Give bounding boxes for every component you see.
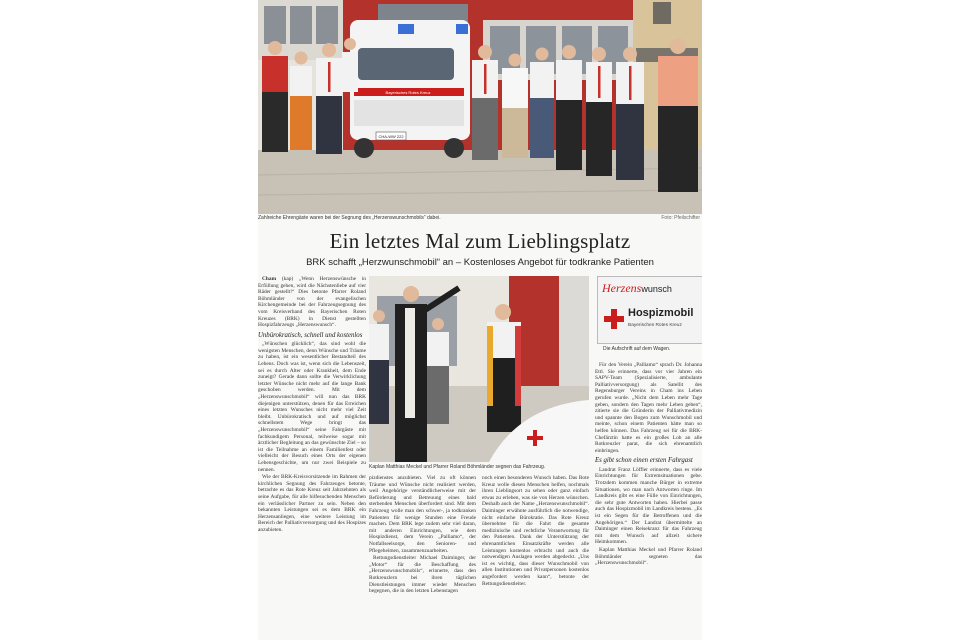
text-column-1 xyxy=(258,276,366,640)
photo-credit: Foto: Pfeilschifter xyxy=(661,215,700,221)
text-column-4 xyxy=(595,362,702,640)
blessing-photo-caption: Kaplan Matthias Meckel und Pfarrer Roland Böhmländer segnen das Fahrzeug. xyxy=(369,464,546,470)
van-lettering: Bayerisches Rotes Kreuz xyxy=(385,90,431,95)
group-photo-drawing xyxy=(258,0,702,214)
blessing-photo-drawing xyxy=(369,276,589,462)
col4-paragraph-1: Für den Verein „Palliamo“ sprach Dr. Johanna Ettl. Sie erinnerte, dass vor vier Jahren ein SAPV-Team (Spezialisierte, ambulante Palliativversorgung) als Satellit des Regensburger Vereins in Cham ins Leben gerufen wurde. „Nicht dem Leben mehr Tage geben, sondern den Tagen mehr Leben geben“, zitierte sie die Gründerin der Palliativmedizin und spannte den Bogen zum Wunschmobil und meinte, schon einem Patienten hätte man so helfen können. Das Fahrzeug sei für die BRK-Chefärztin hatte es ein großes Lob an alle Rotkreuzler parat, die sich ehrenamtlich einbringen. xyxy=(595,362,702,454)
col4-paragraph-2: Landrat Franz Löffler erinnerte, dass es viele Einrichtungen für Extremsituationen gebe. Trotzdem kommen manche Bürger in extreme Situationen, wo man nach Antworten ringe. Im Landkreis gibt es eine Fülle von Einrichtungen, die sehr gute Antworten haben. Hierbei passe auch das Hospizmobil im Landkreis bestens. „Es ist ein Segen für die Betroffenen und die Angehörigen.“ Der Landrat übermittelte an Daiminger einen Reisekranz für das Fahrzeug mit dem Wunsch auf allzeit sichere Heimkommen. xyxy=(595,466,702,546)
logo-brk: Bayerisches Rotes Kreuz xyxy=(628,323,682,328)
article-subheadline: BRK schafft „Herzwunschmobil“ an – Kostenloses Angebot für todkranke Patienten xyxy=(306,257,654,268)
blessing-photo xyxy=(369,276,589,462)
newspaper-page xyxy=(258,0,702,640)
license-plate: CHA-WW 222 xyxy=(378,134,404,139)
logo-script-word: Herzens xyxy=(602,281,642,295)
col2-paragraph-1: pizdienstes anzubieten. Viel zu oft können Träume und Wünsche nicht realisiert werden, weil Angehörige verständlicherweise mit der Beförderung und Betreuung eines bald sterbenden Menschen überfordert sind. Mit dem Fahrzeug wolle man den schwer-, ja todkranken Patienten für wenige Stunden eine Freude machen. Dem BRK lege zudem sehr viel daran, mit anderen Einrichtungen, wie dem Hospizdienst, dem Verein „Palliamo“, der Notfallseelsorge, den Senioren- und Pflegeheimen, zusammenzuarbeiten. xyxy=(369,475,476,554)
logo-hospizmobil: Hospizmobil xyxy=(628,307,694,319)
col2-paragraph-2: Rettungsdienstleiter Michael Daiminger, der „Motor“ für die Beschaffung des „Herzenswunschmobils“, erinnerte, dass den Rotkreuzlern bei ihren täglichen Dienstleistungen immer wieder Menschen begegnen, die in den letzten Lebenstagen xyxy=(369,555,476,595)
subheading-2: Es gibt schon einen ersten Fahrgast xyxy=(595,457,693,465)
col3-paragraph-1: noch einen besonderen Wunsch haben. Das Rote Kreuz wolle diesen Menschen helfen, nochmals ihren Lieblingsort zu sehen oder ganz einfach etwas zu erleben, was sie von Herzen wünschen. Deshalb auch der Name „Herzenswunschmobil“. Daiminger erwähnte ausführlich die notwendige, nicht einfache Bürokratie. Das Rote Kreuz übernehme für die Fahrt die gesamte medizinische und rechtliche Verantwortung für den Patienten. Dank der Unterstützung der ehrenamtlichen Einsatzkräfte werden alle Leistungen kostenlos erbracht und auch die notwendigen Auslagen werden abgedeckt. „Uns ist es wichtig, dass dieser Wunschmobil von allen Institutionen und Privatpersonen kostenlos angefordert werden kann“, betonte der Rettungsdienstleiter. xyxy=(482,475,589,587)
col1-paragraph-2: Wie der BRK-Kreisvorsitzende im Rahmen der kirchlichen Segnung des Fahrzeuges betonte, betrachte es das Rote Kreuz seit Jahrzehnten als seine Aufgabe, für alle hilfesuchenden Menschen ein verlässlicher Partner zu sein. Neben den bekannten Leistungen sei es dem BRK ein Herzensanliegen, eine weitere Leistung im Bereich der Palliativversorgung und des Hospizes anzubieten. xyxy=(258,474,366,533)
logo-caption: Die Aufschrift auf dem Wagen. xyxy=(603,346,671,352)
red-cross-icon xyxy=(604,309,624,329)
col4-paragraph-3: Kaplan Matthias Meckel und Pfarrer Roland Böhmländer segneten das „Herzenswunschmobil“. xyxy=(595,546,702,567)
col1-paragraph-1: „Wünschen glücklich“, das sind wohl die wenigsten Menschen, denn Wünsche und Träume zu haben, ist ein wesentlicher Bestandteil des Lebens. Doch was ist, wenn sich die Lebenszeit, sei es durch Alter oder Krankheit, dem Ende zuneigt? Gerade dann sollte die Verwirklichung letzter Wünsche nicht mehr auf die lange Bank geschoben werden. Mit dem „Herzenswunschmobil“ will nun das BRK diejenigen unterstützen, denen für das Erreichen eines letzten Wunsches nicht mehr viel Zeit bleibt. Unbürokratisch und auf möglichst schnellstem Wege bringt das „Herzenswunschmobil“ seine Fahrgäste mit fachkundigem Personal, teilweise sogar mit ärztlicher Begleitung an das gewünschte Ziel – so ist die Teilnahme an einem Familienfest oder vielleicht der Besuch eines Orts der eigenen Lebensgeschichte, um nur zwei Beispiele zu nennen. xyxy=(258,341,366,473)
article-headline: Ein letztes Mal zum Lieblingsplatz xyxy=(329,229,631,253)
top-photo-caption: Zahlreiche Ehrengäste waren bei der Segnung des „Herzenswunschmobils“ dabei. xyxy=(258,215,441,221)
logo-word: wunsch xyxy=(641,284,672,294)
text-column-2 xyxy=(369,475,476,640)
subheading-1: Unbürokratisch, schnell und kostenlos xyxy=(258,331,363,339)
hospizmobil-logo xyxy=(597,276,702,344)
text-column-3 xyxy=(482,475,589,640)
dateline: Cham xyxy=(262,276,277,282)
lead-paragraph: (kap) „Wenn Herzenswünsche in Erfüllung gehen, wird die Nächstenliebe auf vier Räder gestellt!“ Dies betonte Pfarrer Roland Böhmländer von der evangelischen Kirchengemeinde bei der Fahrzeugsegnung des vom Kreisverband des Bayerischen Roten Kreuzes (BRK) in Dienst gestellten Hospizfahrzeugs „Herzenswunsch“. xyxy=(258,276,366,329)
group-photo xyxy=(258,0,702,214)
